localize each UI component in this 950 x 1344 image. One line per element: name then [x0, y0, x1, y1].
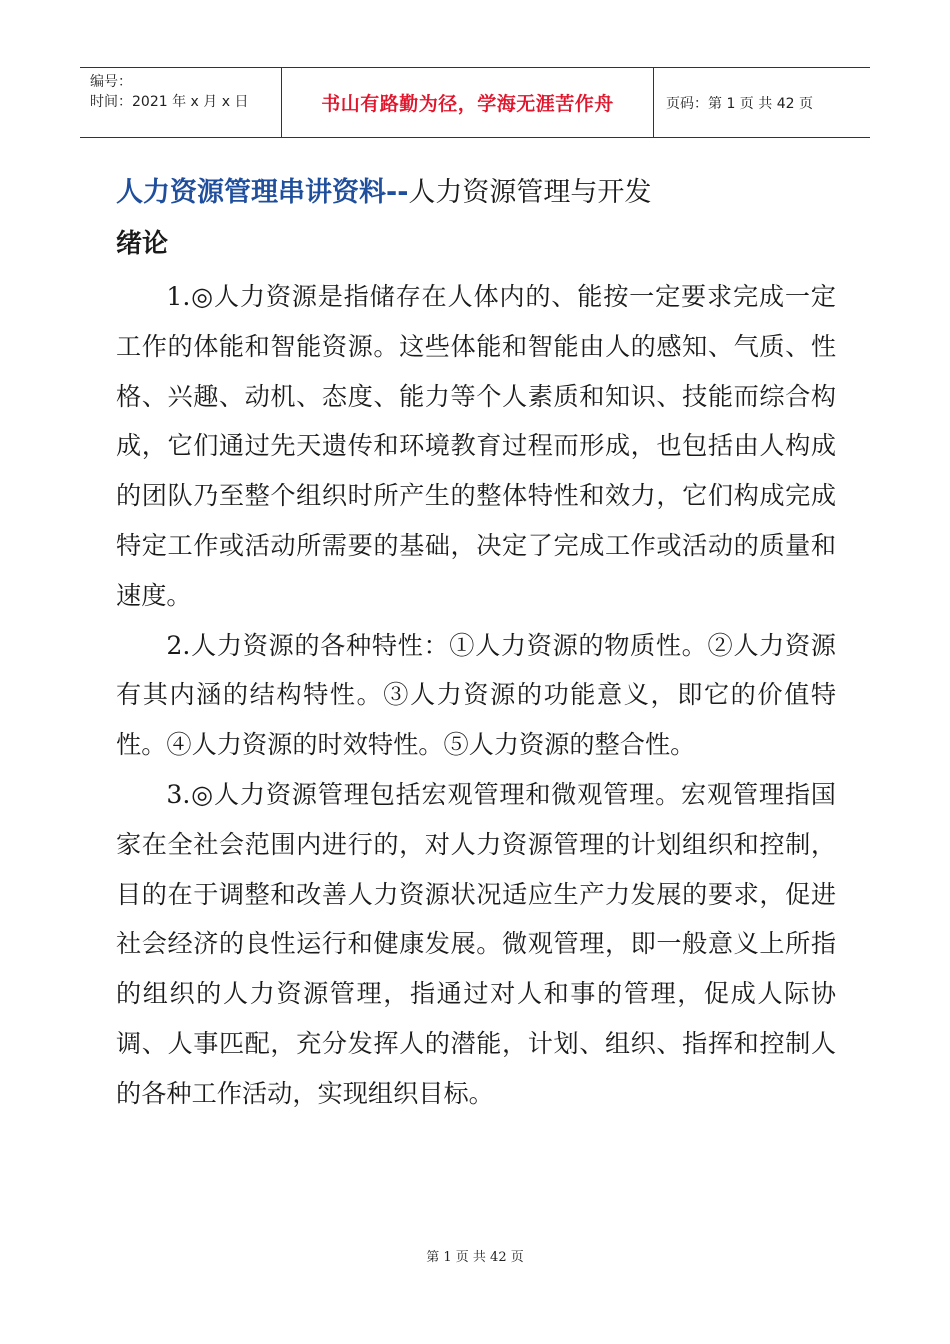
header-motto-cell	[282, 68, 654, 137]
paragraph-3: 3.◎人力资源管理包括宏观管理和微观管理。宏观管理指国家在全社会范围内进行的，对人力资源管理的计划组织和控制，目的在于调整和改善人力资源状况适应生产力发展的要求，促进社会经济的良性运行和健康发展。微观管理，即一般意义上所指的组织的人力资源管理，指通过对人和事的管理，促成人际协调、人事匹配，充分发挥人的潜能，计划、组织、指挥和控制人的各种工作活动，实现组织目标。	[116, 779, 836, 1108]
number-label: 编号：	[90, 74, 132, 90]
page-footer: 第 1 页 共 42 页	[426, 1250, 524, 1265]
header-meta-cell	[80, 68, 282, 137]
paragraph-1: 1.◎人力资源是指储存在人体内的、能按一定要求完成一定工作的体能和智能资源。这些体能和智能由人的感知、气质、性格、兴趣、动机、态度、能力等个人素质和知识、技能而综合构成，它们通过先天遗传和环境教育过程而形成，也包括由人构成的团队乃至整个组织时所产生的整体特性和效力，它们构成完成特定工作或活动所需要的基础，决定了完成工作或活动的质量和速度。	[116, 282, 836, 610]
header-page-cell	[654, 68, 870, 137]
document-body	[116, 272, 836, 1119]
paragraph-2: 2.人力资源的各种特性：①人力资源的物质性。②人力资源有其内涵的结构特性。③人力资源的功能意义，即它的价值特性。④人力资源的时效特性。⑤人力资源的整合性。	[116, 630, 836, 760]
title-sub: 人力资源管理与开发	[408, 177, 652, 208]
section-heading: 绪论	[116, 229, 169, 259]
header-motto: 书山有路勤为径，学海无涯苦作舟	[321, 93, 614, 115]
title-main: 人力资源管理串讲资料--	[116, 177, 409, 208]
document-header	[80, 67, 870, 138]
header-page-info: 页码：第 1 页 共 42 页	[666, 95, 813, 112]
date-label: 时间：2021 年 x 月 x 日	[90, 94, 249, 110]
document-title	[116, 175, 651, 211]
